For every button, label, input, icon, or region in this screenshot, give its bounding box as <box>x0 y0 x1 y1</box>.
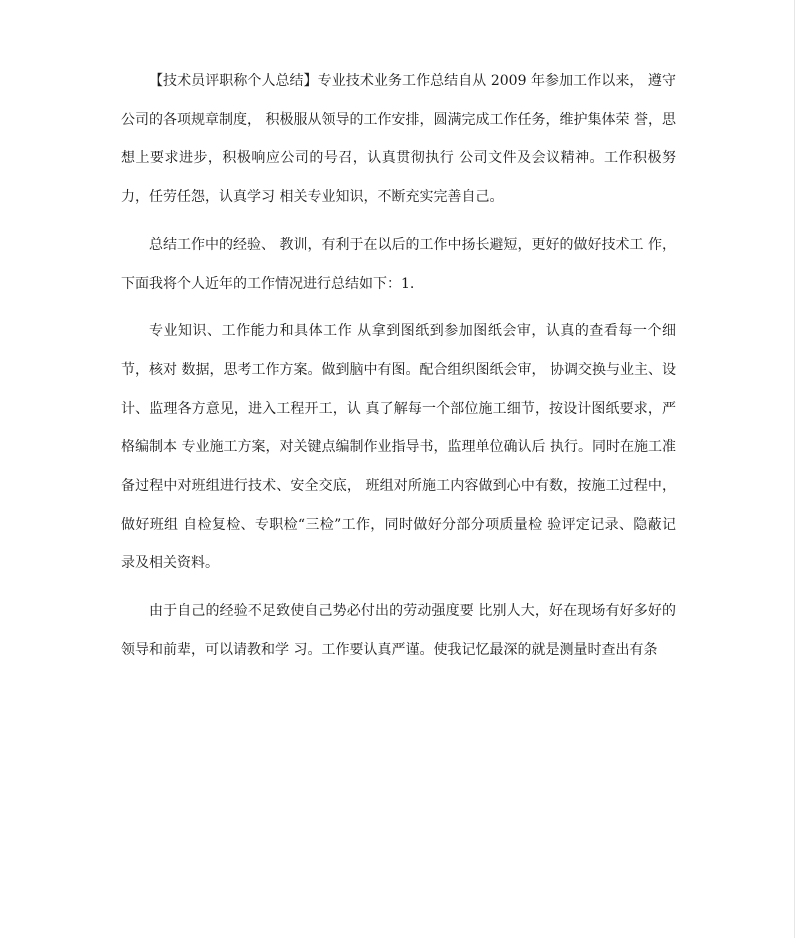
paragraph-4: 由于自己的经验不足致使自己势必付出的劳动强度要 比别人大，好在现场有好多好的领导和前辈，可以请教和学 习。工作要认真严谨。使我记忆最深的就是测量时查出有条 <box>121 603 676 658</box>
paragraph-1: 【技术员评职称个人总结】专业技术业务工作总结自从 2009 年参加工作以来， 遵守公司的各项规章制度， 积极服从领导的工作安排，圆满完成工作任务，维护集体荣 誉，思想上要求进步，积极响应公司的号召，认真贯彻执行 公司文件及会议精神。工作积极努力，任劳任怨，认真学习 相关专业知识，不断充实完善自己。 <box>121 73 676 206</box>
document-body <box>121 62 676 679</box>
paragraph-2: 总结工作中的经验、 教训，有利于在以后的工作中扬长避短，更好的做好技术工 作，下面我将个人近年的工作情况进行总结如下：1. <box>121 236 676 292</box>
paragraph-3: 专业知识、工作能力和具体工作 从拿到图纸到参加图纸会审，认真的查看每一个细节，核对 数据，思考工作方案。做到脑中有图。配合组织图纸会审， 协调交换与业主、设计、监理各方意见，进入工程开工，认 真了解每一个部位施工细节，按设计图纸要求，严格编制本 专业施工方案，对关键点编制作业指导书，监理单位确认后 执行。同时在施工准备过程中对班组进行技术、安全交底， 班组对所施工内容做到心中有数，按施工过程中，做好班组 自检复检、专职检“三检”工作，同时做好分部分项质量检 验评定记录、隐蔽记录及相关资料。 <box>121 323 676 572</box>
